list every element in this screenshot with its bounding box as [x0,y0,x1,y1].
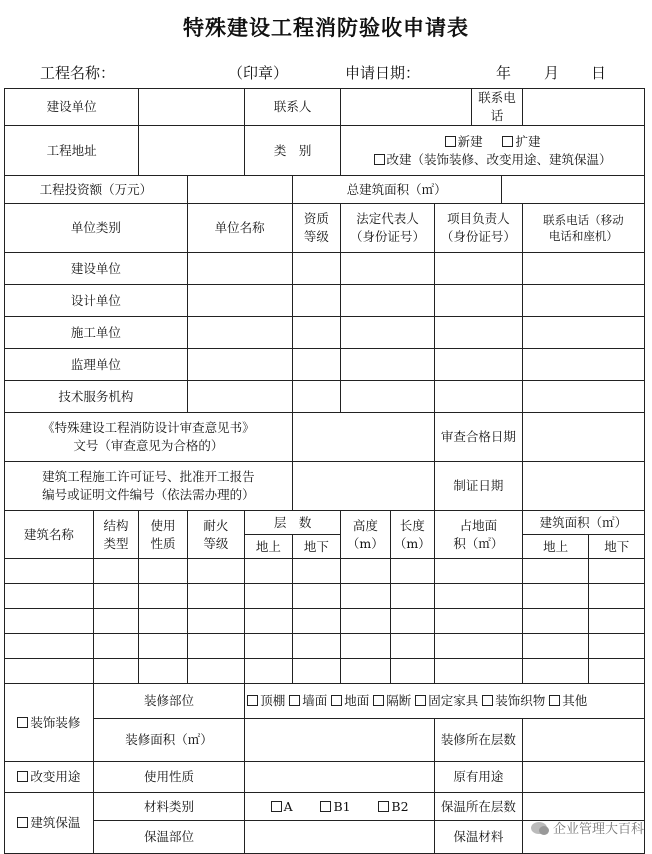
category-label: 类 别 [245,126,341,176]
building-cell[interactable] [390,634,434,659]
building-cell[interactable] [292,659,340,684]
building-cell[interactable] [341,584,390,609]
building-cell[interactable] [93,609,138,634]
use-nature-label: 使用性质 [93,762,244,793]
insulation-part-label: 保温部位 [93,821,244,854]
total-area-field[interactable] [501,176,644,204]
unit-name-header: 单位名称 [187,204,292,253]
building-cell[interactable] [245,559,292,584]
checkbox-icon [549,695,560,706]
building-cell[interactable] [245,659,292,684]
building-cell[interactable] [434,634,522,659]
material-type-options [245,793,435,821]
qualification-cell[interactable] [292,253,340,285]
insulation-floor-label: 保温所在层数 [434,793,522,821]
length-header: 长度 （m） [390,511,434,559]
building-cell[interactable] [589,584,645,609]
review-doc-label: 《特殊建设工程消防设计审查意见书》 文号（审查意见为合格的） [5,413,293,462]
building-cell[interactable] [292,609,340,634]
building-cell[interactable] [93,584,138,609]
legal-rep-cell[interactable] [341,253,435,285]
building-cell[interactable] [93,559,138,584]
floors-above-header: 地上 [245,535,292,559]
unit-row-label: 施工单位 [5,317,188,349]
building-cell[interactable] [5,634,94,659]
new-checkbox[interactable] [445,134,483,149]
change-use-checkbox[interactable] [5,762,94,793]
building-cell[interactable] [292,634,340,659]
issue-date-label: 制证日期 [434,462,522,511]
phone-cell[interactable] [522,253,644,285]
ceiling-checkbox[interactable]: 顶棚 [247,693,285,708]
permit-label: 建筑工程施工许可证号、批准开工报告 编号或证明文件编号（依法需办理的） [5,462,293,511]
building-cell[interactable] [5,659,94,684]
checkbox-icon [445,136,456,147]
building-cell[interactable] [390,659,434,684]
fabric-checkbox[interactable]: 装饰织物 [482,693,545,708]
investment-label: 工程投资额（万元） [5,176,188,204]
checkbox-icon [374,154,385,165]
legal-rep-cell[interactable] [341,349,435,381]
application-form [4,88,645,854]
expand-label: 扩建 [515,133,541,149]
build-unit-label: 建设单位 [5,89,139,126]
checkbox-icon [502,136,513,147]
area-above-header: 地上 [522,535,589,559]
category-options [341,126,645,176]
building-cell[interactable] [187,659,245,684]
building-cell[interactable] [187,634,245,659]
checkbox-icon [378,801,389,812]
decoration-floor-field[interactable] [522,719,644,762]
wall-checkbox[interactable]: 墙面 [289,693,327,708]
other-checkbox[interactable]: 其他 [549,693,587,708]
address-label: 工程地址 [5,126,139,176]
address-field[interactable] [139,126,245,176]
floor-checkbox[interactable]: 地面 [331,693,369,708]
building-cell[interactable] [5,584,94,609]
checkbox-icon [373,695,384,706]
original-use-field[interactable] [522,762,644,793]
build-unit-field[interactable] [139,89,245,126]
rebuild-checkbox[interactable] [374,152,612,167]
building-cell[interactable] [139,609,187,634]
building-cell[interactable] [245,609,292,634]
decoration-floor-label: 装修所在层数 [434,719,522,762]
insulation-part-field[interactable] [245,821,435,854]
qualification-cell[interactable] [292,317,340,349]
contact-phone-label: 联系电话 [472,89,522,126]
building-cell[interactable] [139,559,187,584]
decoration-checkbox[interactable] [5,684,94,762]
unit-name-cell[interactable] [187,349,292,381]
unit-name-cell[interactable] [187,253,292,285]
change-use-label: 改变用途 [30,769,81,785]
building-cell[interactable] [589,659,645,684]
building-cell[interactable] [187,559,245,584]
building-cell[interactable] [589,559,645,584]
permit-field[interactable] [292,462,434,511]
use-header: 使用 性质 [139,511,187,559]
fire-rating-header: 耐火 等级 [187,511,245,559]
decoration-part-options [245,684,645,719]
building-cell[interactable] [589,609,645,634]
building-cell[interactable] [434,559,522,584]
checkbox-icon [17,771,28,782]
watermark-text: 企业管理大百科 [552,822,644,837]
watermark [531,818,644,837]
legal-rep-cell[interactable] [341,285,435,317]
qualification-header: 资质 等级 [292,204,340,253]
unit-type-header: 单位类别 [5,204,188,253]
new-label: 新建 [457,133,483,149]
structure-header: 结构 类型 [93,511,138,559]
building-cell[interactable] [5,559,94,584]
checkbox-icon [17,717,28,728]
phone-cell[interactable] [522,317,644,349]
manager-cell[interactable] [434,349,522,381]
unit-name-cell[interactable] [187,317,292,349]
phone-cell[interactable] [522,285,644,317]
qualification-cell[interactable] [292,381,340,413]
unit-name-cell[interactable] [187,381,292,413]
building-cell[interactable] [292,559,340,584]
phone-cell[interactable] [522,381,644,413]
building-cell[interactable] [187,609,245,634]
class-b2-checkbox[interactable]: B2 [378,799,408,814]
wechat-icon [531,822,547,834]
building-cell[interactable] [5,609,94,634]
checkbox-icon [482,695,493,706]
month-label: 月 [544,64,560,82]
unit-row-label: 设计单位 [5,285,188,317]
building-cell[interactable] [434,609,522,634]
manager-cell[interactable] [434,253,522,285]
legal-rep-header: 法定代表人 （身份证号） [341,204,435,253]
building-cell[interactable] [341,659,390,684]
contact-label: 联系人 [245,89,341,126]
area-below-header: 地下 [589,535,645,559]
building-cell[interactable] [139,634,187,659]
seal-label: （印章） [228,64,289,82]
building-area-header: 建筑面积（㎡） [522,511,644,535]
building-cell[interactable] [341,559,390,584]
issue-date-field[interactable] [522,462,644,511]
project-manager-header: 项目负责人 （身份证号） [434,204,522,253]
legal-rep-cell[interactable] [341,381,435,413]
contact-field[interactable] [341,89,472,126]
building-name-header: 建筑名称 [5,511,94,559]
class-a-checkbox[interactable]: A [271,799,293,814]
legal-rep-cell[interactable] [341,317,435,349]
building-cell[interactable] [522,609,589,634]
manager-cell[interactable] [434,285,522,317]
checkbox-icon [17,817,28,828]
building-cell[interactable] [341,609,390,634]
floors-below-header: 地下 [292,535,340,559]
qualification-cell[interactable] [292,349,340,381]
investment-field[interactable] [187,176,292,204]
qualification-cell[interactable] [292,285,340,317]
review-date-field[interactable] [522,413,644,462]
building-cell[interactable] [522,559,589,584]
review-date-label: 审查合格日期 [434,413,522,462]
floors-header: 层 数 [245,511,341,535]
manager-cell[interactable] [434,317,522,349]
building-cell[interactable] [434,584,522,609]
year-label: 年 [496,64,512,82]
checkbox-icon [271,801,282,812]
apply-date-label: 申请日期： [345,64,421,82]
land-area-header: 占地面 积（㎡） [434,511,522,559]
phone-header: 联系电话（移动 电话和座机） [522,204,644,253]
unit-name-cell[interactable] [187,285,292,317]
manager-cell[interactable] [434,381,522,413]
total-area-label: 总建筑面积（㎡） [292,176,501,204]
checkbox-icon [331,695,342,706]
building-cell[interactable] [522,659,589,684]
building-cell[interactable] [589,634,645,659]
decoration-area-label: 装修面积（㎡） [93,719,244,762]
insulation-material-label: 保温材料 [434,821,522,854]
class-b1-checkbox[interactable]: B1 [320,799,350,814]
unit-row-label: 监理单位 [5,349,188,381]
building-cell[interactable] [245,634,292,659]
building-cell[interactable] [139,584,187,609]
decoration-area-field[interactable] [245,719,435,762]
building-cell[interactable] [292,584,340,609]
height-header: 高度 （m） [341,511,390,559]
building-cell[interactable] [390,584,434,609]
building-cell[interactable] [93,659,138,684]
checkbox-icon [247,695,258,706]
building-cell[interactable] [434,659,522,684]
building-cell[interactable] [390,559,434,584]
project-name-label: 工程名称： [40,64,116,82]
rebuild-label: 改建（装饰装修、改变用途、建筑保温） [386,151,612,167]
building-cell[interactable] [245,584,292,609]
building-cell[interactable] [341,634,390,659]
unit-row-label: 技术服务机构 [5,381,188,413]
building-cell[interactable] [139,659,187,684]
phone-cell[interactable] [522,349,644,381]
review-doc-field[interactable] [292,413,434,462]
use-nature-field[interactable] [245,762,435,793]
decoration-label: 装饰装修 [30,714,81,730]
furniture-checkbox[interactable]: 固定家具 [415,693,478,708]
expand-checkbox[interactable] [502,134,540,149]
building-cell[interactable] [390,609,434,634]
checkbox-icon [289,695,300,706]
checkbox-icon [415,695,426,706]
contact-phone-field[interactable] [522,89,644,126]
building-cell[interactable] [187,584,245,609]
building-cell[interactable] [522,584,589,609]
original-use-label: 原有用途 [434,762,522,793]
partition-checkbox[interactable]: 隔断 [373,693,411,708]
insulation-checkbox[interactable] [5,793,94,854]
unit-row-label: 建设单位 [5,253,188,285]
material-type-label: 材料类别 [93,793,244,821]
building-cell[interactable] [522,634,589,659]
checkbox-icon [320,801,331,812]
decoration-part-label: 装修部位 [93,684,244,719]
page-title: 特殊建设工程消防验收申请表 [183,15,469,40]
insulation-floor-field[interactable] [522,793,644,821]
building-cell[interactable] [93,634,138,659]
day-label: 日 [591,64,607,82]
insulation-label: 建筑保温 [30,815,81,831]
